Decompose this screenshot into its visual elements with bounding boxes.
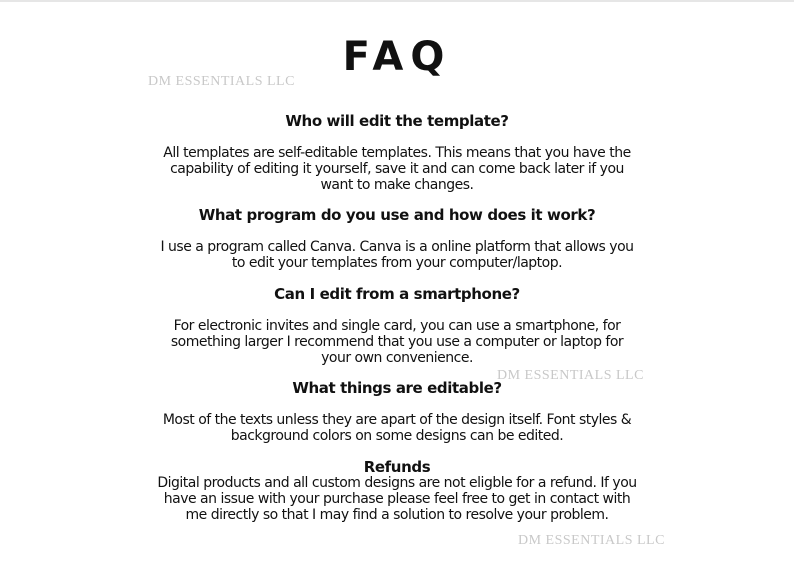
answer-line: background colors on some designs can be edited.: [230, 428, 564, 444]
faq-question-program: What program do you use and how does it work?: [198, 206, 596, 224]
watermark: DM ESSENTIALS LLC: [497, 368, 644, 383]
faq-answer-smartphone: [120, 318, 674, 366]
answer-line: I use a program called Canva. Canva is a online platform that allows you: [160, 239, 634, 255]
faq-answer-edit-template: [120, 145, 674, 193]
faq-question-smartphone: Can I edit from a smartphone?: [274, 285, 520, 303]
answer-line: Digital products and all custom designs are not eligble for a refund. If you: [157, 475, 637, 491]
page-title: FAQ: [342, 34, 452, 80]
answer-line: capability of editing it yourself, save it and can come back later if you: [170, 161, 624, 177]
watermark: DM ESSENTIALS LLC: [518, 533, 665, 548]
answer-line: me directly so that I may find a solution to resolve your problem.: [185, 507, 609, 523]
answer-line: Most of the texts unless they are apart of the design itself. Font styles &: [162, 412, 632, 428]
answer-line: For electronic invites and single card, you can use a smartphone, for: [173, 318, 621, 334]
answer-line: want to make changes.: [320, 177, 474, 193]
watermark: DM ESSENTIALS LLC: [148, 74, 295, 89]
top-divider: [0, 0, 794, 2]
answer-line: something larger I recommend that you use a computer or laptop for: [170, 334, 624, 350]
faq-question-editable: What things are editable?: [292, 379, 502, 397]
faq-answer-refunds: [120, 475, 674, 523]
faq-question-edit-template: Who will edit the template?: [285, 112, 509, 130]
faq-question-refunds: Refunds: [363, 458, 431, 476]
answer-line: to edit your templates from your computer/laptop.: [231, 255, 563, 271]
faq-answer-editable: [120, 412, 674, 444]
faq-answer-program: [120, 239, 674, 271]
answer-line: your own convenience.: [321, 350, 473, 366]
answer-line: have an issue with your purchase please feel free to get in contact with: [163, 491, 631, 507]
answer-line: All templates are self-editable templates. This means that you have the: [163, 145, 631, 161]
